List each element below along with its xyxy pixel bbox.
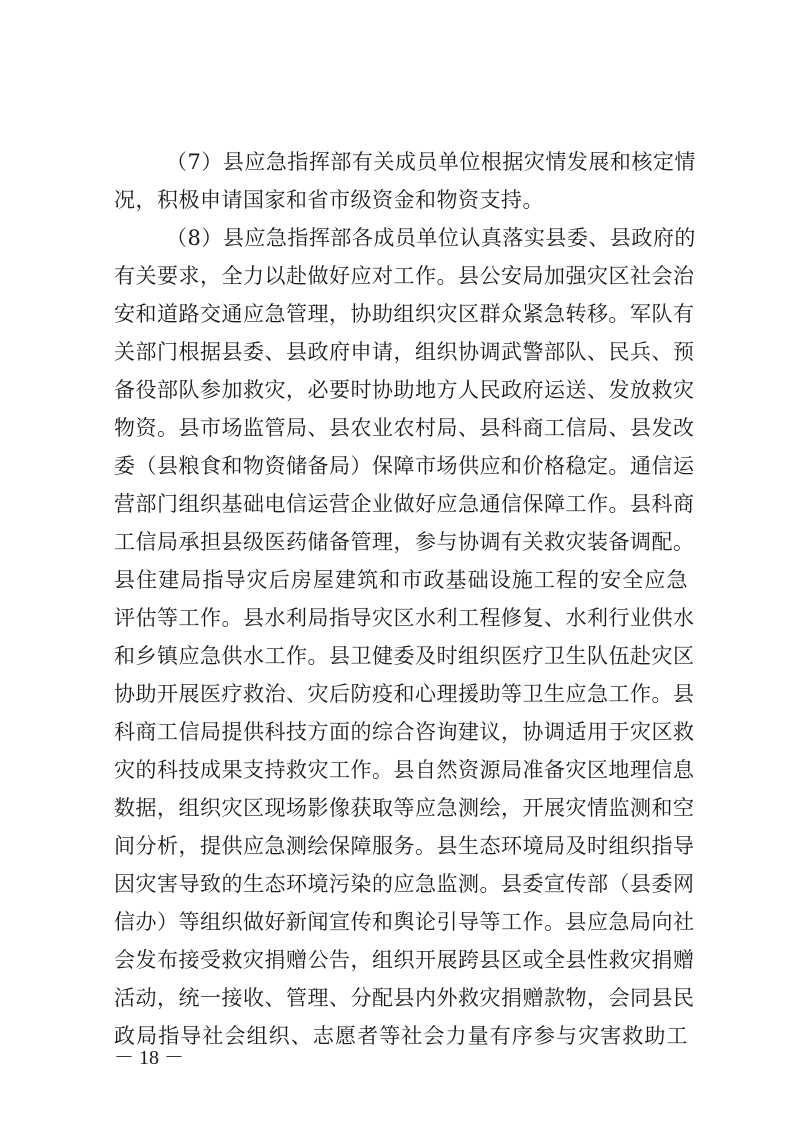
paragraph-8-line-22: 政局指导社会组织、志愿者等社会力量有序参与灾害救助工: [114, 1024, 688, 1048]
paragraph-8-line-11: 评估等工作。县水利局指导灾区水利工程修复、水利行业供水: [114, 606, 695, 630]
paragraph-8-line-4: 关部门根据县委、县政府申请，组织协调武警部队、民兵、预: [114, 340, 695, 364]
paragraph-8-line-5: 备役部队参加救灾，必要时协助地方人民政府运送、发放救灾: [114, 378, 695, 402]
paragraph-8-line-13: 协助开展医疗救治、灾后防疫和心理援助等卫生应急工作。县: [114, 682, 695, 706]
paragraph-8-line-15: 灾的科技成果支持救灾工作。县自然资源局准备灾区地理信息: [114, 758, 695, 782]
paragraph-8-line-17: 间分析，提供应急测绘保障服务。县生态环境局及时组织指导: [114, 834, 695, 858]
paragraph-8-line-3: 安和道路交通应急管理，协助组织灾区群众紧急转移。军队有: [114, 302, 695, 326]
paragraph-8-line-20: 会发布接受救灾捐赠公告，组织开展跨县区或全县性救灾捐赠: [114, 948, 695, 972]
page-number: － 18 －: [114, 1047, 184, 1069]
paragraph-8-line-8: 营部门组织基础电信运营企业做好应急通信保障工作。县科商: [114, 492, 695, 516]
paragraph-8-line-19: 信办）等组织做好新闻宣传和舆论引导等工作。县应急局向社: [114, 910, 695, 934]
paragraph-7-line-2: 况，积极申请国家和省市级资金和物资支持。: [114, 188, 544, 212]
paragraph-7-line-1: （7）县应急指挥部有关成员单位根据灾情发展和核定情: [166, 150, 696, 174]
paragraph-8-line-9: 工信局承担县级医药储备管理，参与协调有关救灾装备调配。: [114, 530, 695, 554]
paragraph-8-line-18: 因灾害导致的生态环境污染的应急监测。县委宣传部（县委网: [114, 872, 695, 896]
paragraph-8-line-1: （8）县应急指挥部各成员单位认真落实县委、县政府的: [166, 226, 696, 250]
paragraph-8-line-6: 物资。县市场监管局、县农业农村局、县科商工信局、县发改: [114, 416, 695, 440]
paragraph-8-line-14: 科商工信局提供科技方面的综合咨询建议，协调适用于灾区救: [114, 720, 695, 744]
paragraph-8-line-16: 数据，组织灾区现场影像获取等应急测绘，开展灾情监测和空: [114, 796, 695, 820]
paragraph-8-line-21: 活动，统一接收、管理、分配县内外救灾捐赠款物，会同县民: [114, 986, 695, 1010]
paragraph-8-line-7: 委（县粮食和物资储备局）保障市场供应和价格稳定。通信运: [114, 454, 695, 478]
paragraph-8-line-10: 县住建局指导灾后房屋建筑和市政基础设施工程的安全应急: [114, 568, 688, 592]
paragraph-8-line-2: 有关要求，全力以赴做好应对工作。县公安局加强灾区社会治: [114, 264, 695, 288]
paragraph-8-line-12: 和乡镇应急供水工作。县卫健委及时组织医疗卫生队伍赴灾区: [114, 644, 695, 668]
